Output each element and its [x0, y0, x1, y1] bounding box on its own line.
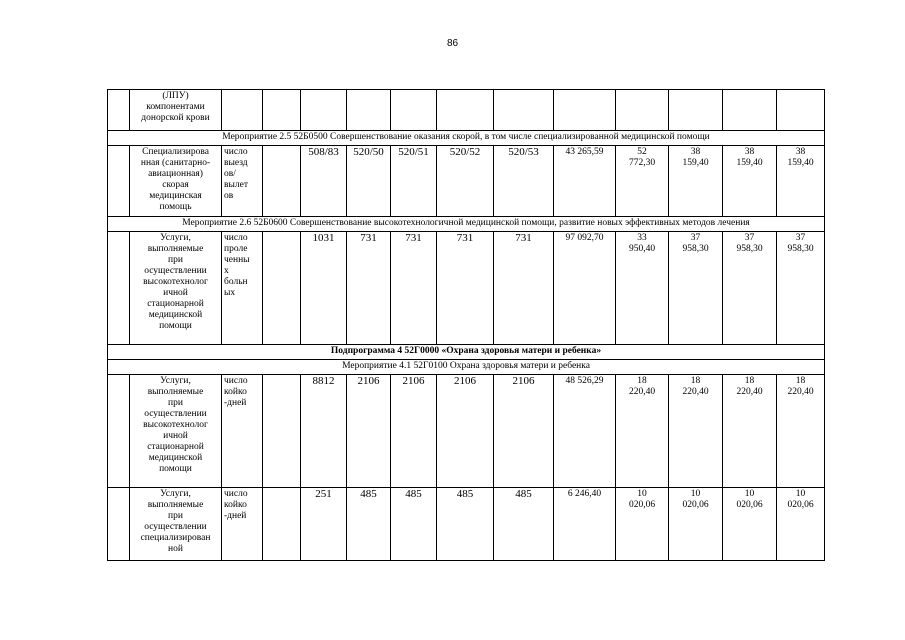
- year-amount-cell: 18 220,40: [616, 375, 669, 488]
- value-cell: 251: [301, 488, 347, 561]
- value-cell: 731: [391, 232, 437, 345]
- section-heading-row: [108, 131, 825, 146]
- table-cell: [108, 232, 130, 345]
- year-amount-cell: 37 958,30: [723, 232, 777, 345]
- year-amount-cell: 10 020,06: [616, 488, 669, 561]
- year-amount-cell: 10 020,06: [777, 488, 825, 561]
- subprogram-heading: Подпрограмма 4 52Г0000 «Охрана здоровья матери и ребенка»: [108, 345, 825, 360]
- table-cell: [263, 146, 301, 217]
- table-cell: [777, 90, 825, 131]
- value-cell: 2106: [437, 375, 494, 488]
- indicator-name: Услуги, выполняемые при осуществлении высокотехнолог ичной стационарной медицинской помощи: [130, 375, 222, 488]
- table-cell: [222, 90, 263, 131]
- table-cell: [301, 90, 347, 131]
- table-cell: [263, 488, 301, 561]
- page-number: 86: [446, 38, 459, 49]
- year-amount-cell: 18 220,40: [777, 375, 825, 488]
- table-cell: [108, 375, 130, 488]
- year-amount-cell: 33 950,40: [616, 232, 669, 345]
- table-row: [108, 488, 825, 561]
- year-amount-cell: 37 958,30: [777, 232, 825, 345]
- value-cell: 485: [391, 488, 437, 561]
- indicator-name: (ЛПУ) компонентами донорской крови: [130, 90, 222, 131]
- section-heading: Мероприятие 4.1 52Г0100 Охрана здоровья матери и ребенка: [108, 360, 825, 375]
- table-cell: [263, 90, 301, 131]
- year-amount-cell: 37 958,30: [669, 232, 723, 345]
- table-cell: [723, 90, 777, 131]
- value-cell: 2106: [391, 375, 437, 488]
- table-row: [108, 90, 825, 131]
- table-cell: [616, 90, 669, 131]
- value-cell: 731: [347, 232, 391, 345]
- table-row: [108, 375, 825, 488]
- value-cell: 520/50: [347, 146, 391, 217]
- section-heading-row: [108, 360, 825, 375]
- section-heading-row: [108, 217, 825, 232]
- value-cell: 731: [437, 232, 494, 345]
- amount-cell: 48 526,29: [554, 375, 616, 488]
- unit-cell: число койко -дней: [222, 375, 263, 488]
- program-table: [107, 89, 825, 561]
- value-cell: 2106: [347, 375, 391, 488]
- value-cell: 8812: [301, 375, 347, 488]
- section-heading: Мероприятие 2.5 52Б0500 Совершенствование оказания скорой, в том числе специализированной медицинской помощи: [108, 131, 825, 146]
- amount-cell: 6 246,40: [554, 488, 616, 561]
- year-amount-cell: 38 159,40: [777, 146, 825, 217]
- value-cell: 508/83: [301, 146, 347, 217]
- indicator-name: Услуги, выполняемые при осуществлении специализирован ной: [130, 488, 222, 561]
- year-amount-cell: 38 159,40: [669, 146, 723, 217]
- table-cell: [669, 90, 723, 131]
- table-cell: [391, 90, 437, 131]
- indicator-name: Услуги, выполняемые при осуществлении высокотехнолог ичной стационарной медицинской помощи: [130, 232, 222, 345]
- table-cell: [108, 146, 130, 217]
- table-cell: [554, 90, 616, 131]
- table-cell: [437, 90, 494, 131]
- value-cell: 485: [494, 488, 554, 561]
- table-cell: [347, 90, 391, 131]
- table-cell: [263, 232, 301, 345]
- indicator-name: Специализирова нная (санитарно- авиационная) скорая медицинская помощь: [130, 146, 222, 217]
- table-cell: [263, 375, 301, 488]
- value-cell: 520/53: [494, 146, 554, 217]
- year-amount-cell: 52 772,30: [616, 146, 669, 217]
- table-cell: [108, 488, 130, 561]
- subprogram-heading-row: [108, 345, 825, 360]
- value-cell: 520/52: [437, 146, 494, 217]
- unit-cell: число проле ченны х больн ых: [222, 232, 263, 345]
- table-cell: [108, 90, 130, 131]
- unit-cell: число выезд ов/ вылет ов: [222, 146, 263, 217]
- value-cell: 520/51: [391, 146, 437, 217]
- table-cell: [494, 90, 554, 131]
- table-row: [108, 232, 825, 345]
- amount-cell: 97 092,70: [554, 232, 616, 345]
- table-row: [108, 146, 825, 217]
- amount-cell: 43 265,59: [554, 146, 616, 217]
- section-heading: Мероприятие 2.6 52Б0600 Совершенствование высокотехнологичной медицинской помощи, развитие новых эффективных методов лечения: [108, 217, 825, 232]
- value-cell: 485: [347, 488, 391, 561]
- year-amount-cell: 10 020,06: [723, 488, 777, 561]
- year-amount-cell: 18 220,40: [723, 375, 777, 488]
- value-cell: 1031: [301, 232, 347, 345]
- value-cell: 485: [437, 488, 494, 561]
- year-amount-cell: 18 220,40: [669, 375, 723, 488]
- year-amount-cell: 38 159,40: [723, 146, 777, 217]
- value-cell: 2106: [494, 375, 554, 488]
- value-cell: 731: [494, 232, 554, 345]
- year-amount-cell: 10 020,06: [669, 488, 723, 561]
- unit-cell: число койко -дней: [222, 488, 263, 561]
